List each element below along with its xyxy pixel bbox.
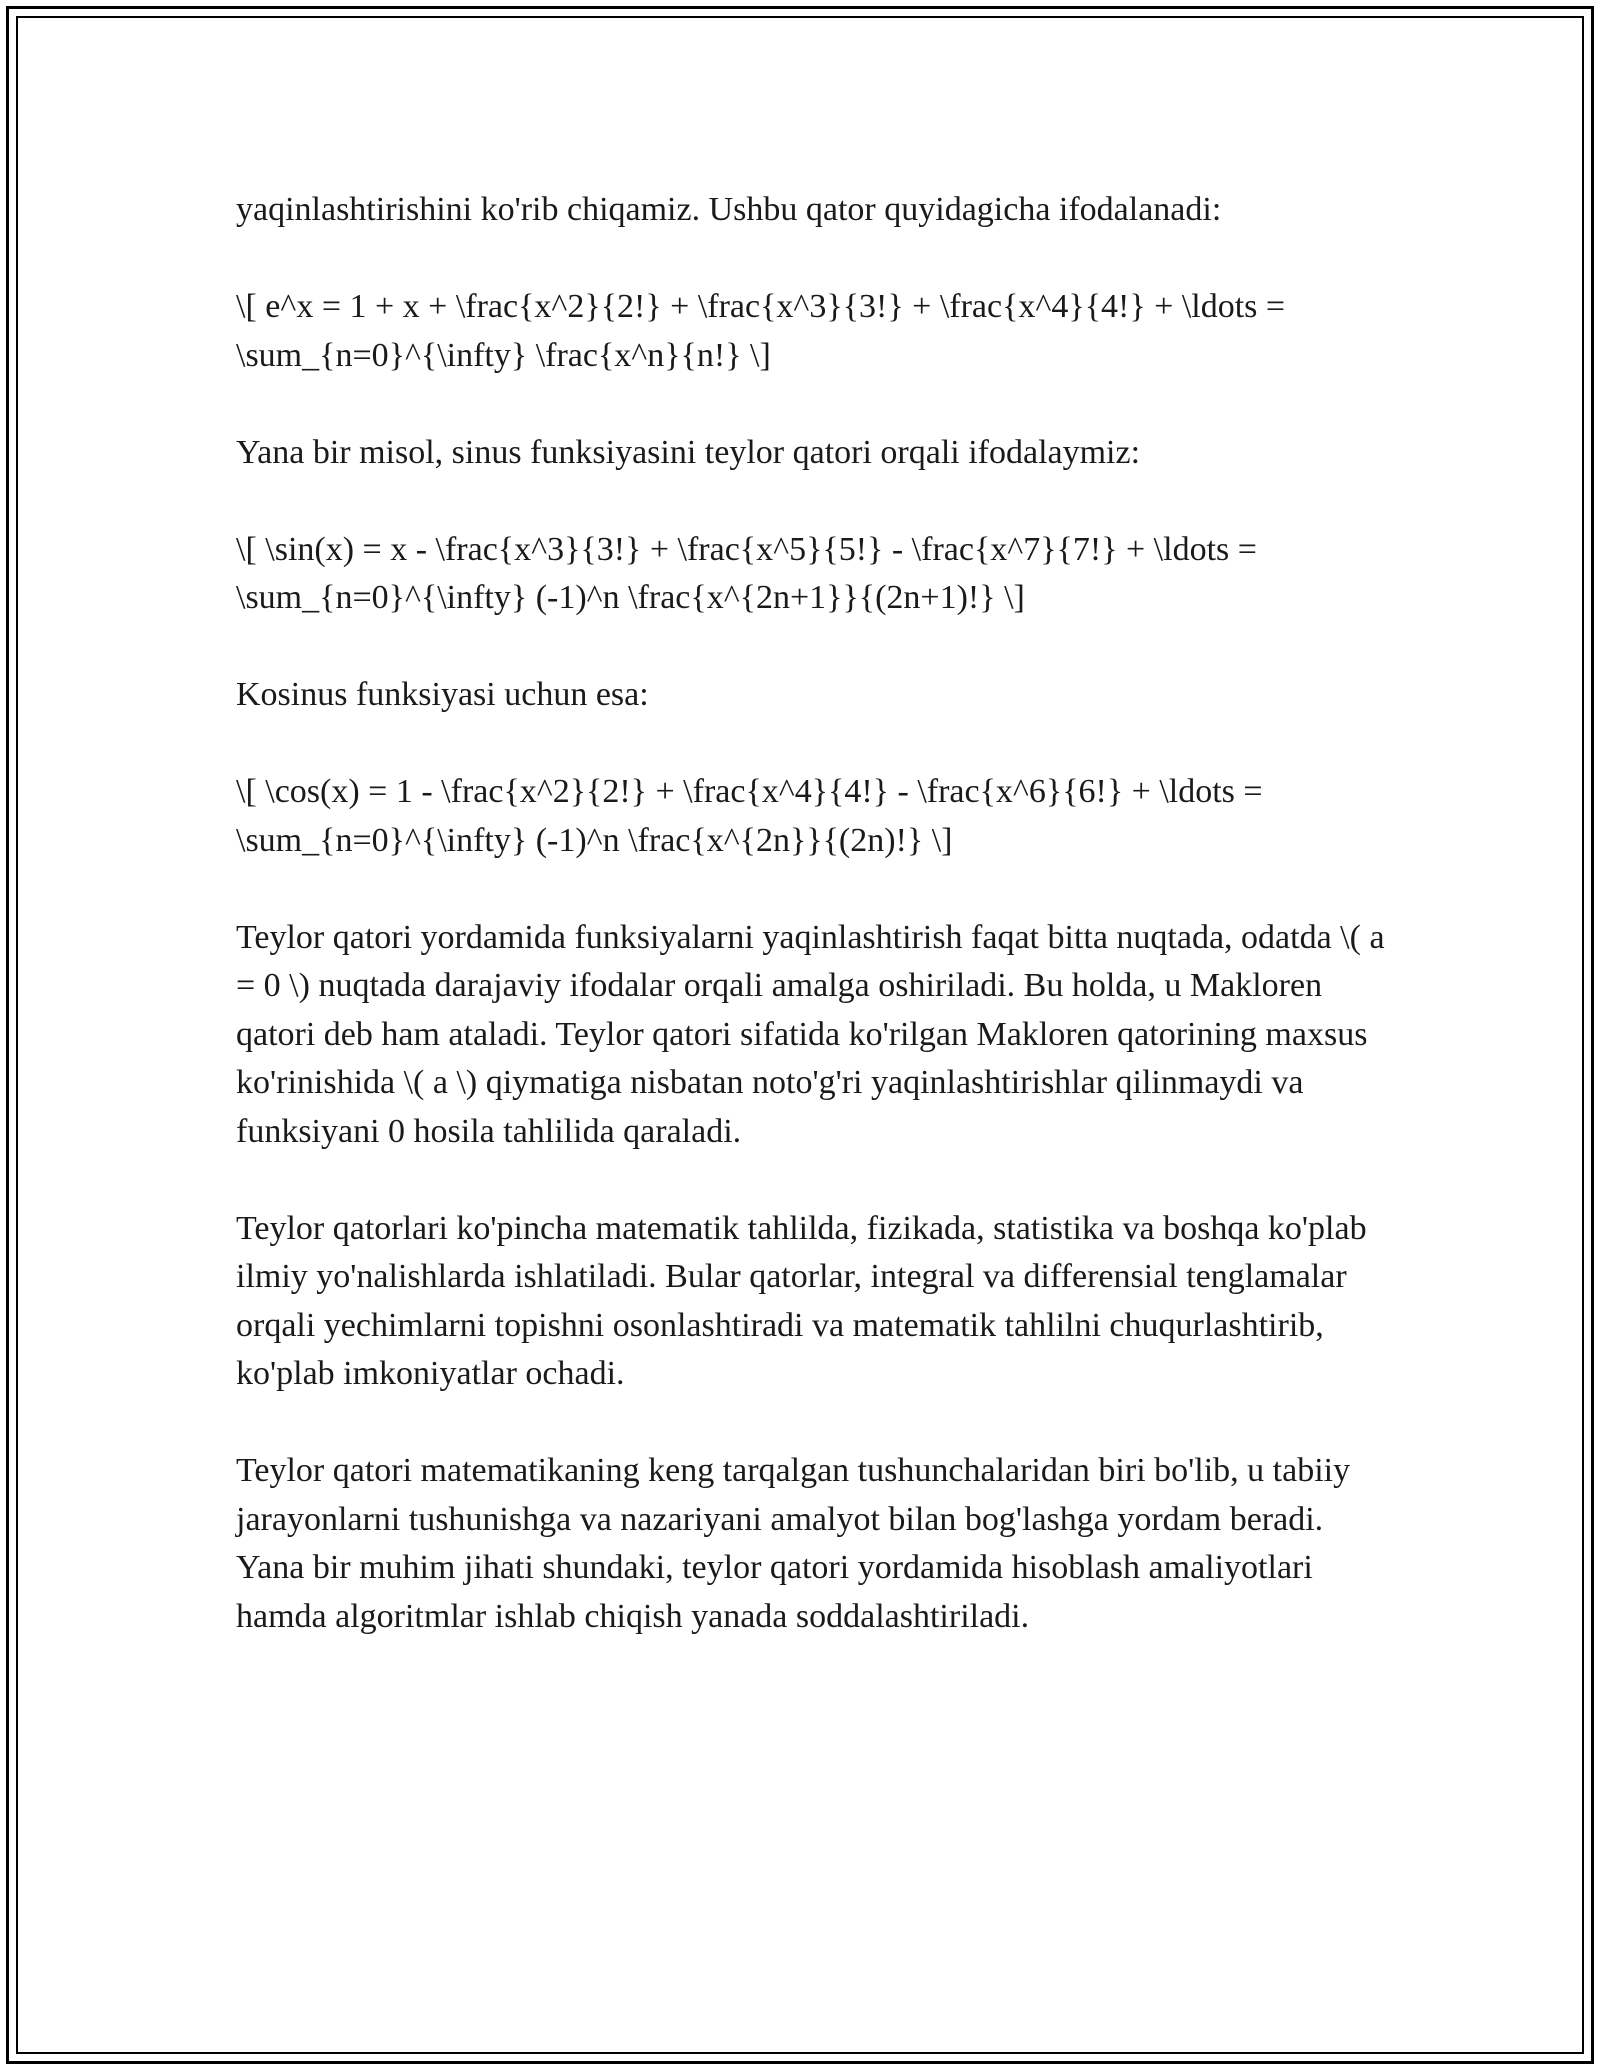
maclaurin-paragraph: Teylor qatori yordamida funksiyalarni yaqinlashtirish faqat bitta nuqtada, odatda \( a = 0 \) nuqtada darajaviy ifodalar orqali amalga oshiriladi. Bu holda, u Makloren qatori deb ham ataladi. Teylor qatori sifatida ko'rilgan Makloren qatorining maxsus ko'rinishida \( a \) qiymatiga nisbatan noto'g'ri yaqinlashtirishlar qilinmaydi va funksiyani 0 hosila tahlilida qaraladi. [236,918,1385,1150]
intro-paragraph: yaqinlashtirishini ko'rib chiqamiz. Ushbu qator quyidagicha ifodalanadi: [236,191,1222,228]
document-body [236,186,1386,1641]
exp-series-formula: \[ e^x = 1 + x + \frac{x^2}{2!} + \frac{x^3}{3!} + \frac{x^4}{4!} + \ldots = \sum_{n=0}^{\infty} \frac{x^n}{n!} \] [236,288,1286,374]
sine-intro-paragraph: Yana bir misol, sinus funksiyasini teylor qatori orqali ifodalaymiz: [236,433,1141,471]
sine-series-formula: \[ \sin(x) = x - \frac{x^3}{3!} + \frac{x^5}{5!} - \frac{x^7}{7!} + \ldots = \sum_{n=0}^{\infty} (-1)^n \frac{x^{2n+1}}{(2n+1)!} \] [236,530,1257,616]
cosine-intro-paragraph: Kosinus funksiyasi uchun esa: [236,676,649,713]
cosine-series-formula: \[ \cos(x) = 1 - \frac{x^2}{2!} + \frac{x^4}{4!} - \frac{x^6}{6!} + \ldots = \sum_{n=0}^{\infty} (-1)^n \frac{x^{2n}}{(2n)!} \] [236,773,1263,859]
conclusion-paragraph: Teylor qatori matematikaning keng tarqalgan tushunchalaridan biri bo'lib, u tabiiy jarayonlarni tushunishga va nazariyani amalyot bilan bog'lashga yordam beradi. Yana bir muhim jihati shundaki, teylor qatori yordamida hisoblash amaliyotlari hamda algoritmlar ishlab chiqish yanada soddalashtiriladi. [236,1452,1351,1635]
applications-paragraph: Teylor qatorlari ko'pincha matematik tahlilda, fizikada, statistika va boshqa ko'plab ilmiy yo'nalishlarda ishlatiladi. Bular qatorlar, integral va differensial tenglamalar orqali yechimlarni topishni osonlashtiradi va matematik tahlilni chuqurlashtirib, ko'plab imkoniyatlar ochadi. [236,1209,1367,1392]
